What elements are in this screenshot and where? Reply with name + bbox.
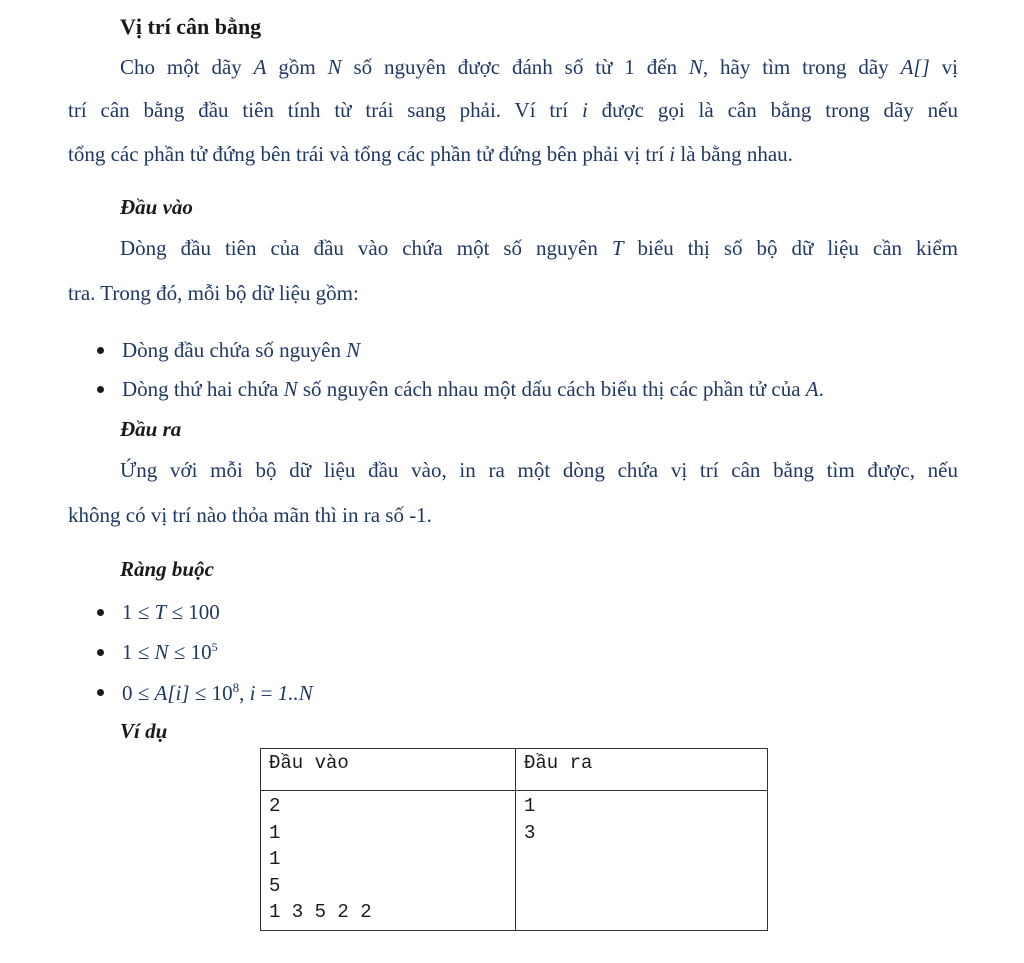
section-title: Vị trí cân bằng [120,14,262,39]
input-line-2: tra. Trong đó, mỗi bộ dữ liệu gồm: [68,281,359,305]
input-line: 1 [269,821,281,844]
input-line: 1 3 5 2 2 [269,901,372,923]
table-header-row [261,749,768,791]
text-run: trí cân bằng đầu tiên tính từ trái sang phải. Ví trí [68,98,582,122]
math-var: A [805,377,819,401]
math-var: N [346,338,361,362]
bullet-dot [97,347,104,354]
input-line: 5 [269,874,281,897]
text-run: là bằng nhau. [675,142,793,166]
math-var: A[i] [154,681,190,705]
constraint-item-1 [122,600,220,625]
text-run: Dòng đầu chứa số nguyên [122,338,347,362]
text-run: Dòng thứ hai chứa [122,377,284,401]
constraint-item-2 [122,640,218,665]
text-run: , [239,681,250,705]
superscript: 5 [211,640,218,654]
bullet-dot [97,689,104,696]
input-line: 2 [269,795,281,817]
bullet-dot [97,609,104,616]
table-header-output: Đầu ra [516,749,768,791]
text-run: ≤ 10 [168,640,212,664]
input-line-1 [120,236,958,261]
constraint-item-3 [122,680,313,706]
table-row [261,791,768,931]
text-run: vị [929,55,958,79]
math-var: N [283,377,298,401]
math-var: i [581,98,588,122]
output-line: 1 [524,795,536,817]
math-var: 1..N [277,681,313,705]
text-run: 1 ≤ [122,640,155,664]
bullet-dot [97,386,104,393]
intro-line-1 [120,55,958,80]
input-line: 1 [269,848,281,870]
intro-line-2 [68,98,958,123]
text-run: được gọi là cân bằng trong dãy nếu [587,98,959,122]
example-table [260,748,768,931]
text-run: Dòng đầu tiên của đầu vào chứa một số nguyên [120,236,612,260]
text-run: , hãy tìm trong dãy [702,55,901,79]
text-run: ≤ 100 [166,600,220,624]
math-var: N [154,640,169,664]
table-cell-input [261,791,516,931]
output-line-2: không có vị trí nào thỏa mãn thì in ra số -1. [68,503,432,527]
text-run: số nguyên được đánh số từ 1 đến [341,55,689,79]
input-heading: Đầu vào [120,195,193,219]
math-var: T [154,600,167,624]
output-heading: Đầu ra [120,417,182,441]
output-line: 3 [524,821,536,844]
math-var: N [327,55,342,79]
intro-line-3 [68,142,793,167]
example-heading: Ví dụ [120,719,168,743]
text-run: 0 ≤ [122,681,155,705]
table-header-input: Đầu vào [261,749,516,791]
output-line-1: Ứng với mỗi bộ dữ liệu đầu vào, in ra một dòng chứa vị trí cân bằng tìm được, nếu [120,458,958,482]
text-run: Cho một dãy [120,55,254,79]
text-run: biểu thị số bộ dữ liệu cần kiểm [623,236,958,260]
math-var: A[] [900,55,930,79]
math-var: T [611,236,624,260]
text-run: ≤ 10 [189,681,233,705]
input-bullet-2 [122,377,824,402]
input-bullet-1 [122,338,360,363]
table-cell-output [516,791,768,931]
math-var: i [249,681,256,705]
math-var: N [688,55,703,79]
text-run: = [255,681,278,705]
text-run: tổng các phần tử đứng bên trái và tổng các phần tử đứng bên phải vị trí [68,142,670,166]
text-run: số nguyên cách nhau một dấu cách biểu thị các phần tử của [297,377,806,401]
superscript: 8 [232,680,240,695]
text-run: gồm [266,55,328,79]
text-run: 1 ≤ [122,600,155,624]
constraints-heading: Ràng buộc [120,557,214,581]
math-var: i [669,142,676,166]
math-var: A [253,55,267,79]
text-run: . [818,377,824,401]
bullet-dot [97,649,104,656]
